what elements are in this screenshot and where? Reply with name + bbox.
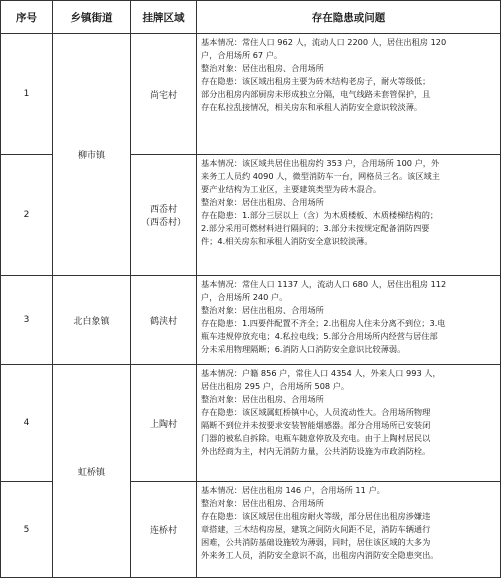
issue-cell [197,482,501,578]
issue-line: 整治对象：居住出租房、合用场所 [201,498,324,508]
issue-line: 要产业结构为工业区，主要建筑类型为砖木混合。 [201,184,382,194]
header-area: 挂牌区域 [131,1,197,34]
issue-line: 部分出租房内部厨房未形成独立分隔，电气线路未套管保护，且 [201,89,431,99]
issue-cell [197,34,501,155]
issue-line: 存在隐患：该区域出租房主要为砖木结构老房子，耐火等级低； [201,76,431,86]
issue-cell [197,365,501,482]
issue-line: 来务工人员约 4090 人，微型消防车一台，网格员三名。该区域主 [201,171,440,181]
town-cell: 北白象镇 [53,276,131,365]
issue-line: 整治对象：居住出租房、合用场所 [201,63,324,73]
table-row [1,276,501,365]
table-header-row [1,1,501,34]
header-issues: 存在隐患或问题 [197,1,501,34]
issue-line: 外来务工人员，消防安全意识不高，出租房内消防安全隐患突出。 [201,550,439,560]
issue-line: 存在隐患：该区域属虹桥镇中心，人员流动性大。合用场所物理 [201,407,431,417]
town-cell: 柳市镇 [53,34,131,276]
village-name: 西岙村 [149,205,177,215]
issue-line: 户，合用场所 67 户。 [201,50,283,60]
row-index: 1 [1,34,53,155]
row-index: 2 [1,155,53,276]
issue-line: 基本情况：居住出租房 146 户，合用场所 11 户。 [201,485,385,495]
issue-cell [197,155,501,276]
issue-line: 2.部分采用可燃材料进行隔间的；3.部分未按规定配备消防四要 [201,223,430,233]
row-index: 4 [1,365,53,482]
issue-line: 整治对象：居住出租房、合用场所 [201,394,324,404]
issue-line: 存在隐患：该区域居住出租房耐火等级，部分居住出租房涉嫌违 [201,511,431,521]
issue-line: 分未采用物理隔断；6.消防人口消防安全意识比较薄弱。 [201,344,406,354]
village-alias: （西岙村） [140,218,186,228]
village-cell: 上陶村 [131,365,197,482]
header-index: 序号 [1,1,53,34]
issue-line: 基本情况：常住人口 962 人，流动人口 2200 人，居住出租房 120 [201,37,447,47]
issue-line: 基本情况：常住人口 1137 人，流动人口 680 人，居住出租房 112 [201,279,447,289]
issue-line: 整治对象：居住出租房、合用场所 [201,197,324,207]
issue-line: 存在隐患：1.部分三层以上（含）为木质楼板、木质楼梯结构的； [201,210,439,220]
header-town: 乡镇街道 [53,1,131,34]
issue-cell [197,276,501,365]
row-index: 5 [1,482,53,578]
issue-line: 基本情况：户籍 856 户，常住人口 4354 人，外来人口 993 人， [201,368,441,378]
issue-line: 整治对象：居住出租房、合用场所 [201,305,324,315]
issue-line: 户，合用场所 240 户。 [201,292,288,302]
issue-line: 存在私拉乱接情况，相关房东和承租人消防安全意识较淡薄。 [201,102,423,112]
row-index: 3 [1,276,53,365]
issue-line: 隔断不到位并未按要求安装智能烟感器。部分合用场所已安装闭 [201,420,431,430]
table-row [1,34,501,155]
issue-line: 瓶车违规停放充电；4.私拉电线；5.部分合用场所内经营与居住部 [201,331,438,341]
issue-line: 存在隐患：1.四要件配置不齐全；2.出租房人住未分离不到位；3.电 [201,318,446,328]
issue-line: 门器的被私自拆除。电瓶车随意停放及充电。由于上陶村居民以 [201,433,431,443]
village-cell: 鹤浃村 [131,276,197,365]
issue-line: 基本情况：该区域共居住出租房约 353 户，合用场所 100 户，外 [201,158,440,168]
village-cell: 连桥村 [131,482,197,578]
town-cell: 虹桥镇 [53,365,131,578]
issue-line: 困难，公共消防基础设施较为薄弱，同时，居住该区域的大多为 [201,537,431,547]
village-cell: 尚宅村 [131,34,197,155]
village-cell [131,155,197,276]
issue-line: 件；4.相关房东和承租人消防安全意识较淡薄。 [201,236,373,246]
issue-line: 居住出租房 295 户，合用场所 508 户。 [201,381,350,391]
issue-line: 章搭建，三木结构房屋，建筑之间防火间距不足，消防车辆通行 [201,524,431,534]
table-row [1,365,501,482]
issue-line: 外出经商为主，村内无消防力量，公共消防设施为市政消防栓。 [201,446,431,456]
